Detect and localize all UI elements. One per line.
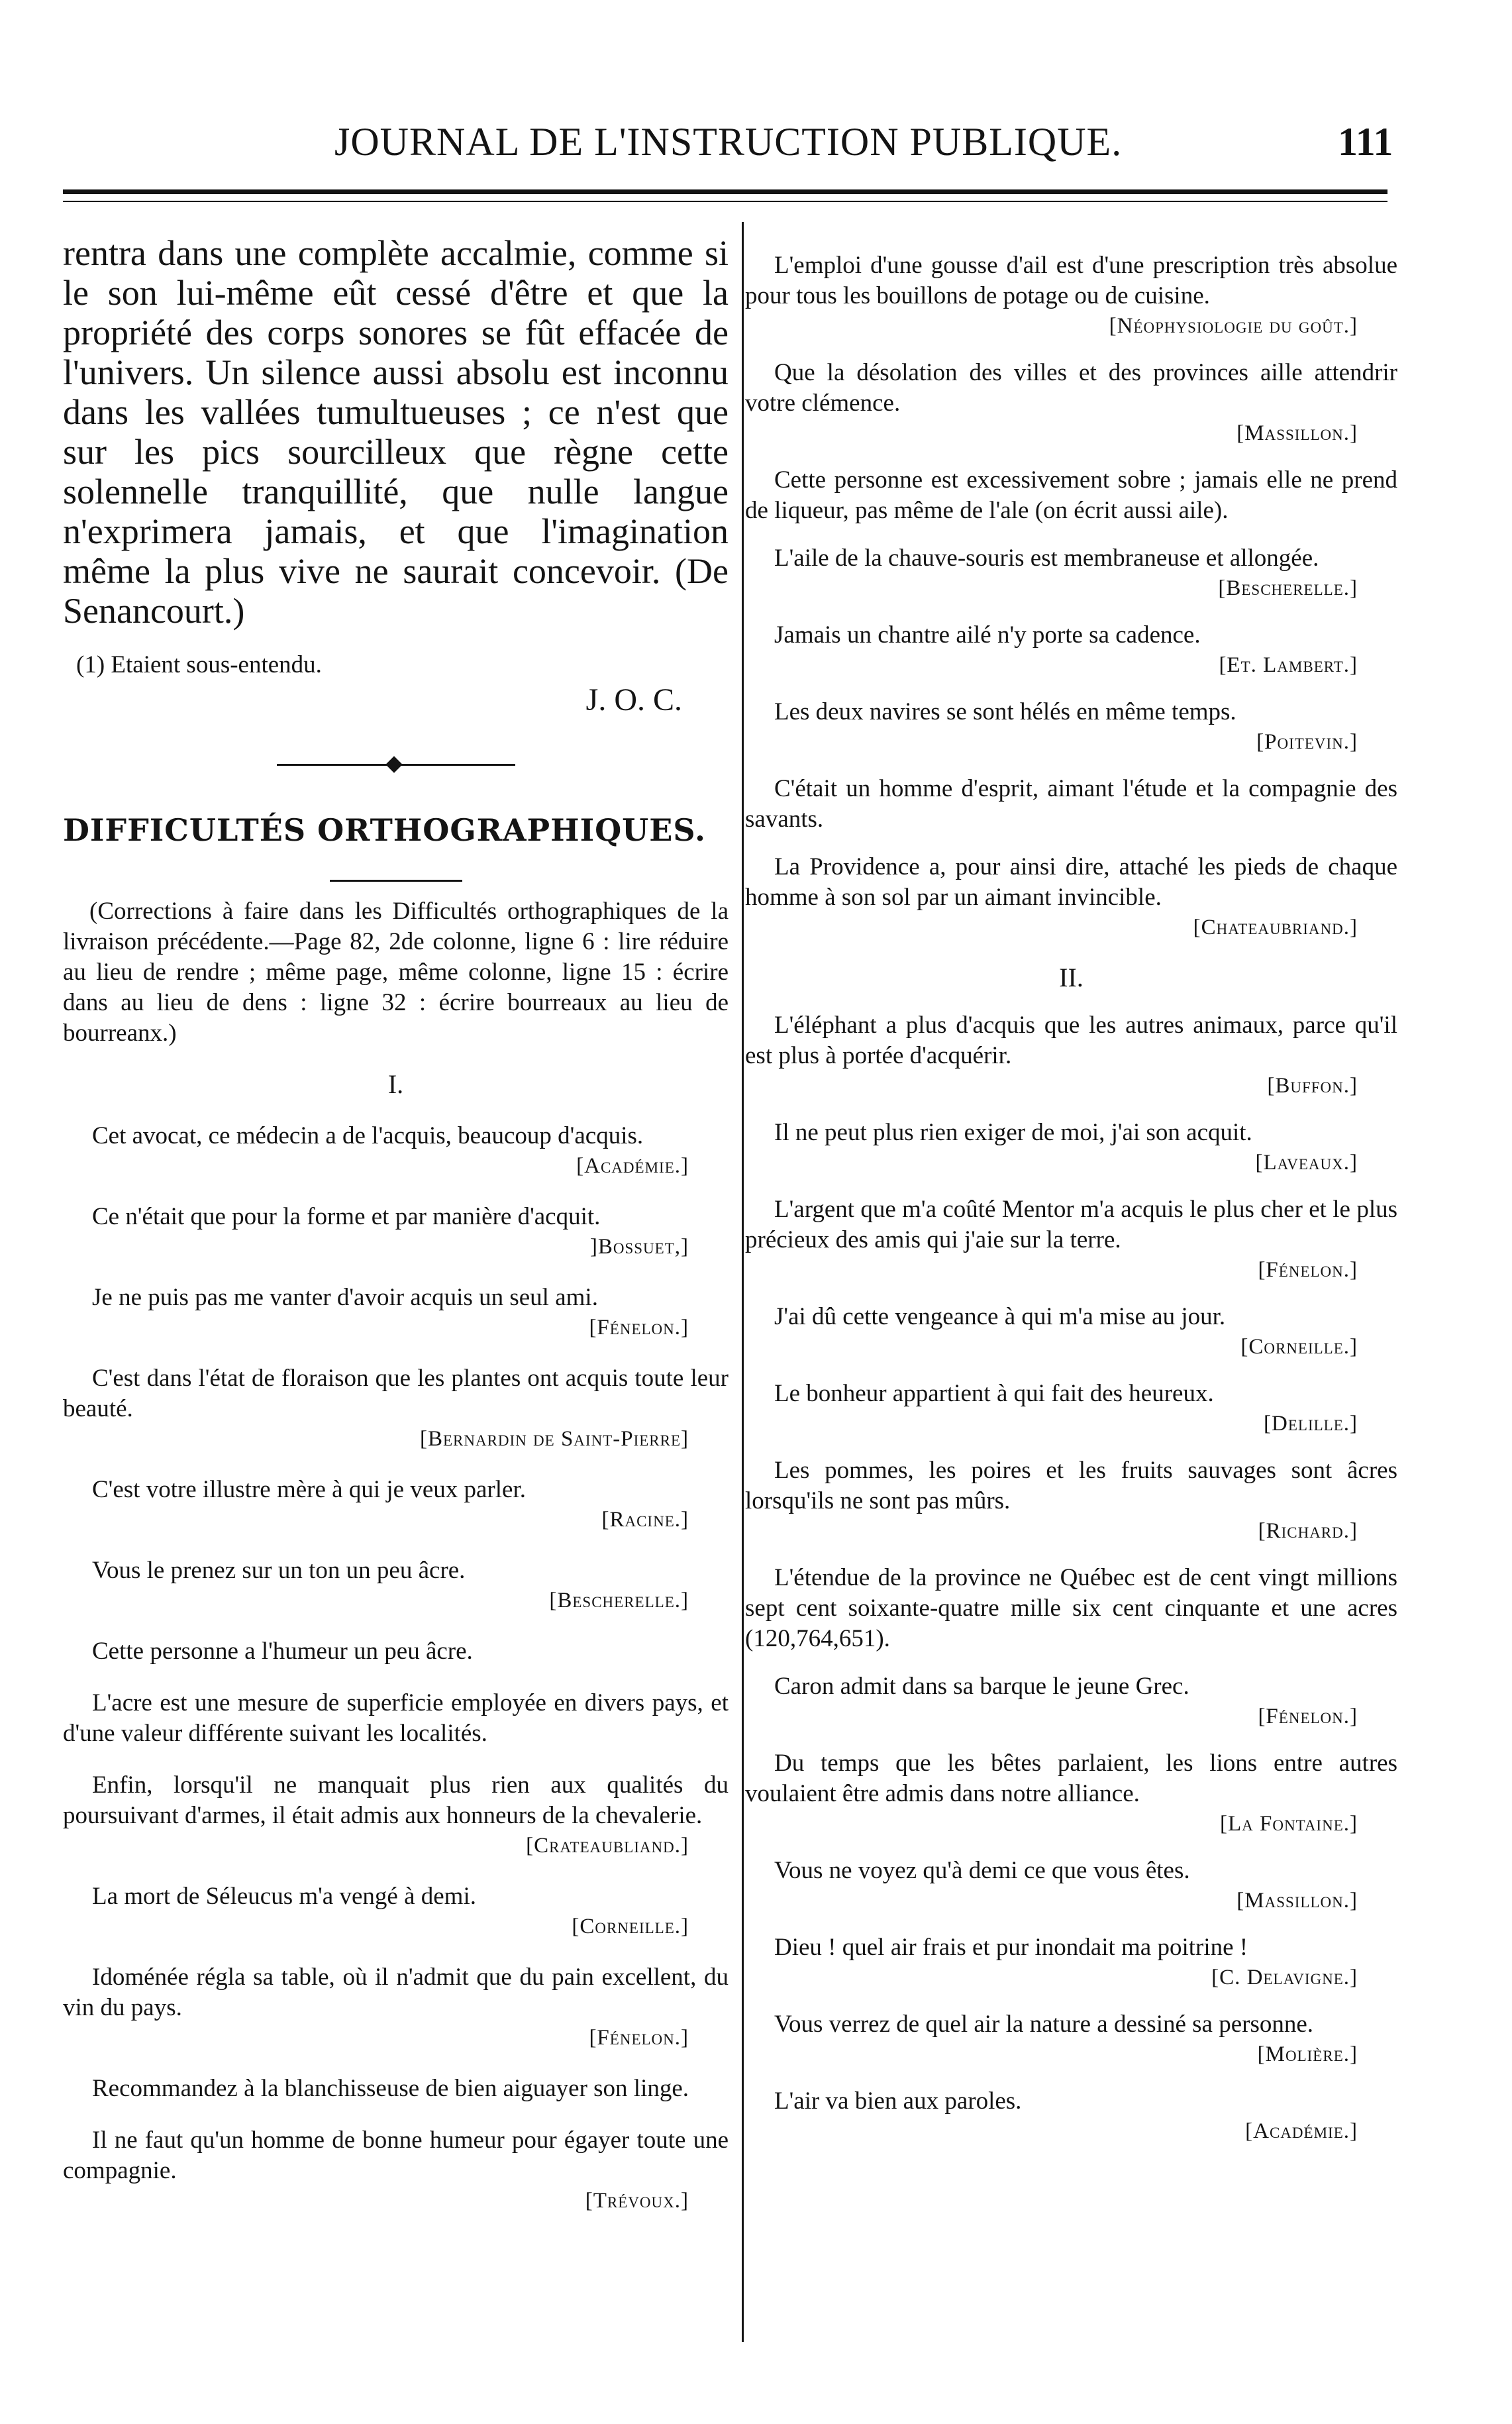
entry (745, 543, 1397, 603)
entry-quote: L'acre est une mesure de superficie employée en divers pays, et d'une valeur différente suivant les localités. (63, 1689, 729, 1747)
entry-source: [Corneille.] (572, 1915, 689, 1938)
entry-source: [Trévoux.] (585, 2189, 689, 2213)
entry (745, 465, 1397, 526)
entry-source: [Buffon.] (1267, 1074, 1358, 1098)
entry-source: [Massillon.] (1236, 421, 1358, 445)
entry-source: [La Fontaine.] (1220, 1812, 1358, 1836)
entry-source: [Bescherelle.] (549, 1589, 689, 1612)
entry (745, 1563, 1397, 1654)
entry-source: [Fénelon.] (1258, 1705, 1358, 1728)
entry-source: [Académie.] (576, 1154, 689, 1178)
section-number: II. (1059, 963, 1084, 992)
entry-source: [Crateaubliand.] (526, 1834, 689, 1858)
entry (745, 1302, 1397, 1361)
entry-quote: Vous le prenez sur un ton un peu âcre. (92, 1557, 466, 1584)
entry-quote: La mort de Séleucus m'a vengé à demi. (92, 1883, 476, 1910)
entry-quote: Du temps que les bêtes parlaient, les lions entre autres voulaient être admis dans notre alliance. (745, 1750, 1397, 1807)
entry-quote: Idoménée régla sa table, où il n'admit que du pain excellent, du vin du pays. (63, 1964, 729, 2021)
entry-quote: J'ai dû cette vengeance à qui m'a mise au jour. (774, 1303, 1226, 1330)
entry-quote: Ce n'était que pour la forme et par manière d'acquit. (92, 1203, 601, 1230)
entry-quote: Cette personne est excessivement sobre ; jamais elle ne prend de liqueur, pas même de l'ale (on écrit aussi aile). (745, 466, 1397, 524)
entry-source: [Fénelon.] (1258, 1258, 1358, 1282)
entry-source: [Massillon.] (1236, 1889, 1358, 1913)
header-rule-thin (63, 201, 1387, 202)
entry-quote: L'argent que m'a coûté Mentor m'a acquis le plus cher et le plus précieux des amis qui j'aie sur la terre. (745, 1196, 1397, 1253)
entry-quote: L'emploi d'une gousse d'ail est d'une prescription très absolue pour tous les bouillons de potage ou de cuisine. (745, 252, 1397, 309)
entry-quote: Recommandez à la blanchisseuse de bien aiguayer son linge. (92, 2075, 689, 2102)
right-column (745, 233, 1397, 2146)
entry-source: [Bernardin de Saint-Pierre] (419, 1427, 689, 1451)
entry (63, 1881, 729, 1941)
entry-quote: Il ne faut qu'un homme de bonne humeur pour égayer toute une compagnie. (63, 2127, 729, 2184)
entry-source: [C. Delavigne.] (1211, 1966, 1358, 1989)
entry (745, 1671, 1397, 1731)
entry (745, 1194, 1397, 1285)
entry (745, 852, 1397, 942)
entry (63, 1688, 729, 1749)
entry-quote: C'est dans l'état de floraison que les plantes ont acquis toute leur beauté. (63, 1365, 729, 1422)
entry (745, 774, 1397, 835)
entry-quote: Les deux navires se sont hélés en même temps. (774, 698, 1236, 725)
entry (745, 2009, 1397, 2069)
entry-quote: Que la désolation des villes et des provinces aille attendrir votre clémence. (745, 359, 1397, 417)
section-number: I. (387, 1069, 404, 1099)
entry-quote: L'aile de la chauve-souris est membraneuse et allongée. (774, 545, 1319, 572)
entry-source: [Poitevin.] (1256, 730, 1358, 754)
entry (745, 358, 1397, 448)
entry-quote: L'étendue de la province ne Québec est de cent vingt millions sept cent soixante-quatre mille six cent cinquante et une acres (120,764,651). (745, 1564, 1397, 1652)
entry-source: [Académie.] (1245, 2119, 1358, 2143)
section-title-rule (330, 880, 462, 882)
ornament-divider (277, 758, 515, 771)
entry-source: [Bescherelle.] (1218, 576, 1358, 600)
entry-quote: Les pommes, les poires et les fruits sauvages sont âcres lorsqu'ils ne sont pas mûrs. (745, 1457, 1397, 1514)
page-number: 111 (1338, 120, 1393, 164)
entry (63, 1283, 729, 1342)
entry (745, 1455, 1397, 1546)
entry (63, 1363, 729, 1453)
entry-source: [Fénelon.] (589, 2026, 689, 2050)
entry-source: ]Bossuet,] (589, 1235, 689, 1259)
entry (745, 2086, 1397, 2146)
left-column (63, 233, 729, 2215)
entry-source: [Molière.] (1257, 2042, 1358, 2066)
entry (63, 1121, 729, 1181)
entry-quote: C'était un homme d'esprit, aimant l'étude et la compagnie des savants. (745, 775, 1397, 833)
section-title: DIFFICULTÉS ORTHOGRAPHIQUES. (63, 812, 706, 848)
entry-source: [Fénelon.] (589, 1316, 689, 1340)
entry-quote: Dieu ! quel air frais et pur inondait ma poitrine ! (774, 1934, 1248, 1961)
corrections-note: (Corrections à faire dans les Difficultés orthographiques de la livraison précédente.—Page 82, 2de colonne, ligne 6 : lire réduire au lieu de rendre ; même page, même colonne, ligne 15 : écrire dans au lieu de dens : ligne 32 : écrire bourreaux au lieu de bourreanx.) (63, 898, 729, 1047)
entry (745, 620, 1397, 680)
entry (745, 1379, 1397, 1438)
entry (745, 1118, 1397, 1177)
entry (63, 1770, 729, 1860)
entry (745, 1748, 1397, 1838)
entry-quote: Caron admit dans sa barque le jeune Grec. (774, 1673, 1189, 1700)
entry (745, 250, 1397, 341)
entry (745, 1010, 1397, 1100)
diamond-icon (385, 756, 402, 772)
entry-source: [Et. Lambert.] (1219, 653, 1358, 677)
entry-quote: Vous ne voyez qu'à demi ce que vous êtes. (774, 1857, 1190, 1884)
entry (63, 1636, 729, 1667)
entry-quote: Cet avocat, ce médecin a de l'acquis, beaucoup d'acquis. (92, 1122, 644, 1149)
entry-quote: Cette personne a l'humeur un peu âcre. (92, 1638, 473, 1665)
entry (63, 1962, 729, 2052)
entry (63, 2125, 729, 2215)
entry-quote: Il ne peut plus rien exiger de moi, j'ai son acquit. (774, 1119, 1252, 1146)
header-rule-thick (63, 189, 1387, 194)
signature: J. O. C. (585, 682, 682, 717)
story-text: rentra dans une complète accalmie, comme si le son lui-même eût cessé d'être et que la propriété des corps sonores se fût effacée de l'univers. Un silence aussi absolu est inconnu dans les vallées tumultueuses ; ce n'est que sur les pics sourcilleux que règne cette solennelle tranquillité, que nulle langue n'exprimera jamais, et que l'imagination même la plus vive ne saurait concevoir. (De Senancourt.) (63, 233, 729, 631)
entry (745, 697, 1397, 757)
entry (63, 2074, 729, 2104)
entry-quote: Enfin, lorsqu'il ne manquait plus rien aux qualités du poursuivant d'armes, il était admis aux honneurs de la chevalerie. (63, 1771, 729, 1829)
entry-source: [Delille.] (1264, 1412, 1358, 1436)
entry-quote: L'air va bien aux paroles. (774, 2087, 1022, 2115)
entry-quote: C'est votre illustre mère à qui je veux parler. (92, 1476, 526, 1503)
entry (63, 1202, 729, 1261)
entry (63, 1475, 729, 1534)
entry-source: [Racine.] (601, 1508, 689, 1532)
entry (745, 1932, 1397, 1992)
entry (745, 1856, 1397, 1915)
entry-source: [Néophysiologie du goût.] (1109, 314, 1358, 338)
entry-quote: L'éléphant a plus d'acquis que les autres animaux, parce qu'il est plus à portée d'acquérir. (745, 1012, 1397, 1069)
entry (63, 1555, 729, 1615)
column-divider (742, 222, 744, 2342)
entry-quote: Je ne puis pas me vanter d'avoir acquis un seul ami. (92, 1284, 598, 1311)
entry-quote: Le bonheur appartient à qui fait des heureux. (774, 1380, 1214, 1407)
entry-source: [Richard.] (1258, 1519, 1358, 1543)
entry-quote: Vous verrez de quel air la nature a dessiné sa personne. (774, 2011, 1314, 2038)
entry-quote: La Providence a, pour ainsi dire, attaché les pieds de chaque homme à son sol par un aimant invincible. (745, 853, 1397, 911)
entry-source: [Chateaubriand.] (1193, 916, 1358, 939)
entry-quote: Jamais un chantre ailé n'y porte sa cadence. (774, 621, 1201, 649)
entry-source: [Corneille.] (1240, 1335, 1358, 1359)
footnote: (1) Etaient sous-entendu. (76, 651, 322, 678)
entry-source: [Laveaux.] (1255, 1151, 1358, 1175)
running-header (0, 119, 1512, 172)
running-title: JOURNAL DE L'INSTRUCTION PUBLIQUE. (334, 120, 1123, 164)
